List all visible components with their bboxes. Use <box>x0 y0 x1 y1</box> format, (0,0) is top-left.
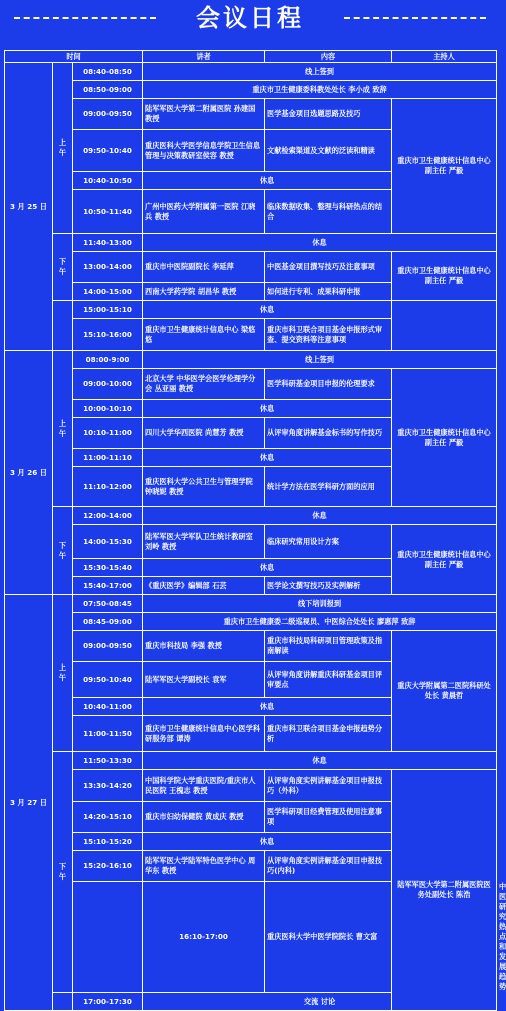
full-row: 休息 <box>143 833 392 851</box>
table-row <box>5 752 497 770</box>
full-row: 休息 <box>143 507 497 525</box>
full-row: 休息 <box>143 449 392 467</box>
speaker-cell: 重庆市科技局 李强 教授 <box>143 631 265 662</box>
full-row: 线上签到 <box>143 351 497 369</box>
pm-label: 下 午 <box>53 752 73 993</box>
title-dash-left <box>14 17 156 19</box>
table-row <box>5 99 497 130</box>
am-label: 上 午 <box>53 595 73 752</box>
content-cell: 重庆市科技局科研项目管理政策及指南解读 <box>265 631 392 662</box>
time-cell: 10:40-10:50 <box>73 172 143 190</box>
table-row <box>5 525 497 559</box>
time-cell: 15:00-15:10 <box>73 301 143 319</box>
table-header-row <box>5 51 497 63</box>
content-cell: 临床数据收集、整理与科研热点的结合 <box>265 190 392 234</box>
content-cell: 从评审角度实例讲解基金项目申报技巧（外科） <box>265 770 392 802</box>
host-cell: 重庆市卫生健康统计信息中心副主任 严毅 <box>392 252 497 301</box>
speaker-cell: 重庆市妇幼保健院 黄成庆 教授 <box>143 802 265 833</box>
speaker-cell: 陆军军医大学陆军特色医学中心 周华东 教授 <box>143 851 265 882</box>
content-cell: 统计学方法在医学科研方面的应用 <box>265 467 392 507</box>
time-cell: 08:45-09:00 <box>73 613 143 631</box>
host-cell: 陆军军医大学第二附属医院医务处副处长 陈浩 <box>392 770 497 1011</box>
time-cell: 08:50-09:00 <box>73 81 143 99</box>
date-cell: 3 月 27 日 <box>5 595 53 1011</box>
full-row: 重庆市卫生健康委二级巡视员、中医综合处处长 廖惠萍 致辞 <box>143 613 497 631</box>
full-row: 休息 <box>143 301 392 319</box>
table-row <box>5 252 497 283</box>
table-row: 16:10-17:00 重庆医科大学中医学院院长 曹文富 中医研究热点和发展趋势 <box>5 882 497 993</box>
host-cell: 重庆市卫生健康统计信息中心副主任 严毅 <box>392 525 497 595</box>
speaker-cell: 陆军军医大学副校长 袁军 <box>143 662 265 698</box>
content-cell: 医学论文撰写技巧及实例解析 <box>265 577 392 595</box>
pm-label: 下 午 <box>53 234 73 301</box>
time-cell: 10:50-11:40 <box>73 190 143 234</box>
time-cell: 15:30-15:40 <box>73 559 143 577</box>
full-row: 线上签到 <box>143 63 497 81</box>
time-cell: 09:50-10:40 <box>73 662 143 698</box>
full-row: 休息 <box>143 172 392 190</box>
content-cell: 医学科研基金项目申报的伦理要求 <box>265 369 392 400</box>
speaker-cell: 中国科学院大学重庆医院/重庆市人民医院 王槐志 教授 <box>143 770 265 802</box>
time-cell: 11:00-11:50 <box>73 716 143 752</box>
time-cell: 08:40-08:50 <box>73 63 143 81</box>
time-cell: 08:00-9:00 <box>73 351 143 369</box>
speaker-cell: 重庆医科大学医学信息学院卫生信息管理与决策教研室侯容 教授 <box>143 130 265 172</box>
header-speaker: 讲者 <box>143 51 265 63</box>
full-row: 线下培训报到 <box>143 595 497 613</box>
table-row <box>5 631 497 662</box>
full-row: 休息 <box>143 698 392 716</box>
table-row <box>5 369 497 400</box>
blank-host <box>392 301 497 351</box>
blank-label <box>53 993 73 1011</box>
speaker-cell: 陆军军医大学军队卫生统计教研室 刘岭 教授 <box>143 525 265 559</box>
time-cell: 10:10-11:00 <box>73 418 143 449</box>
content-cell: 医学基金项目选题思路及技巧 <box>265 99 392 130</box>
time-cell: 13:30-14:20 <box>73 770 143 802</box>
speaker-cell: 《重庆医学》编辑部 石芸 <box>143 577 265 595</box>
time-cell: 13:00-14:00 <box>73 252 143 283</box>
page-title-bar <box>0 0 500 44</box>
time-cell: 07:50-08:45 <box>73 595 143 613</box>
date-cell: 3 月 26 日 <box>5 351 53 595</box>
speaker-cell: 重庆医科大学公共卫生与管理学院 钟晓妮 教授 <box>143 467 265 507</box>
table-row <box>5 770 497 802</box>
speaker-cell: 陆军军医大学第二附属医院 孙建国 教授 <box>143 99 265 130</box>
time-cell: 09:50-10:40 <box>73 130 143 172</box>
time-cell: 11:50-13:30 <box>73 752 143 770</box>
header-content: 内容 <box>265 51 392 63</box>
date-cell: 3 月 25 日 <box>5 63 53 351</box>
speaker-cell: 西南大学药学院 胡昌华 教授 <box>143 283 265 301</box>
time-cell: 10:00-10:10 <box>73 400 143 418</box>
time-cell: 11:10-12:00 <box>73 467 143 507</box>
blank-label <box>73 882 143 993</box>
time-cell: 15:40-17:00 <box>73 577 143 595</box>
am-label: 上 午 <box>53 351 73 507</box>
full-row: 交流 讨论 <box>143 993 497 1011</box>
time-cell: 09:00-09:50 <box>73 99 143 130</box>
header-time: 时间 <box>5 51 143 63</box>
time-cell: 14:00-15:30 <box>73 525 143 559</box>
content-cell: 从评审角度讲解基金标书的写作技巧 <box>265 418 392 449</box>
time-cell: 15:20-16:10 <box>73 851 143 882</box>
table-row <box>5 993 497 1011</box>
full-row: 休息 <box>143 234 497 252</box>
title-dash-right <box>344 17 486 19</box>
time-cell: 11:40-13:00 <box>73 234 143 252</box>
time-cell: 17:00-17:30 <box>73 993 143 1011</box>
speaker-cell: 重庆医科大学中医学院院长 曹文富 <box>265 882 392 993</box>
speaker-cell: 重庆市卫生健康统计信息中心 梁悠悠 <box>143 319 265 351</box>
time-cell: 14:00-15:00 <box>73 283 143 301</box>
content-cell: 文献检索渠道及文献的泛读和精读 <box>265 130 392 172</box>
time-cell: 09:00-09:50 <box>73 631 143 662</box>
table-row <box>5 81 497 99</box>
time-cell: 16:10-17:00 <box>143 882 265 993</box>
blank-label <box>53 301 73 351</box>
speaker-cell: 重庆市卫生健康统计信息中心医学科研服务部 谭涛 <box>143 716 265 752</box>
content-cell: 中医基金项目撰写技巧及注意事项 <box>265 252 392 283</box>
speaker-cell: 四川大学华西医院 尚慧芳 教授 <box>143 418 265 449</box>
content-cell: 重庆市科卫联合项目基金申报趋势分析 <box>265 716 392 752</box>
full-row: 休息 <box>143 400 392 418</box>
header-host: 主持人 <box>392 51 497 63</box>
table-row <box>5 351 497 369</box>
host-cell: 重庆大学附属第二医院科研处处长 黄晨哲 <box>392 631 497 752</box>
time-cell: 15:10-15:20 <box>73 833 143 851</box>
table-row <box>5 595 497 613</box>
content-cell: 临床研究常用设计方案 <box>265 525 392 559</box>
speaker-cell: 北京大学 中华医学会医学伦理学分会 丛亚丽 教授 <box>143 369 265 400</box>
content-cell: 重庆市科卫联合项目基金申报形式审查、提交资料等注意事项 <box>265 319 392 351</box>
host-cell: 重庆市卫生健康统计信息中心副主任 严毅 <box>392 369 497 507</box>
time-cell: 10:40-11:00 <box>73 698 143 716</box>
table-row <box>5 613 497 631</box>
time-cell: 11:00-11:10 <box>73 449 143 467</box>
host-cell: 重庆市卫生健康统计信息中心副主任 严毅 <box>392 99 497 234</box>
content-cell: 从评审角度讲解重庆科研基金项目评审要点 <box>265 662 392 698</box>
table-row <box>5 234 497 252</box>
table-row <box>5 507 497 525</box>
schedule-table <box>4 50 506 1011</box>
table-row <box>5 301 497 319</box>
full-row: 重庆市卫生健康委科教处处长 李小成 致辞 <box>143 81 497 99</box>
am-label: 上 午 <box>53 63 73 234</box>
pm-label: 下 午 <box>53 507 73 595</box>
schedule-table-wrap <box>4 50 506 1011</box>
page-title: 会议日程 <box>196 4 304 32</box>
time-cell: 15:10-16:00 <box>73 319 143 351</box>
content-cell: 如何进行专利、成果科研申报 <box>265 283 392 301</box>
table-row <box>5 63 497 81</box>
time-cell: 14:20-15:10 <box>73 802 143 833</box>
content-cell: 从评审角度实例讲解基金项目申报技巧(内科) <box>265 851 392 882</box>
time-cell: 09:00-10:00 <box>73 369 143 400</box>
content-cell: 医学科研项目经费管理及使用注意事项 <box>265 802 392 833</box>
full-row: 休息 <box>143 559 392 577</box>
speaker-cell: 重庆市中医院副院长 李延萍 <box>143 252 265 283</box>
time-cell: 12:00-14:00 <box>73 507 143 525</box>
speaker-cell: 广州中医药大学附属第一医院 江晓兵 教授 <box>143 190 265 234</box>
full-row: 休息 <box>143 752 497 770</box>
